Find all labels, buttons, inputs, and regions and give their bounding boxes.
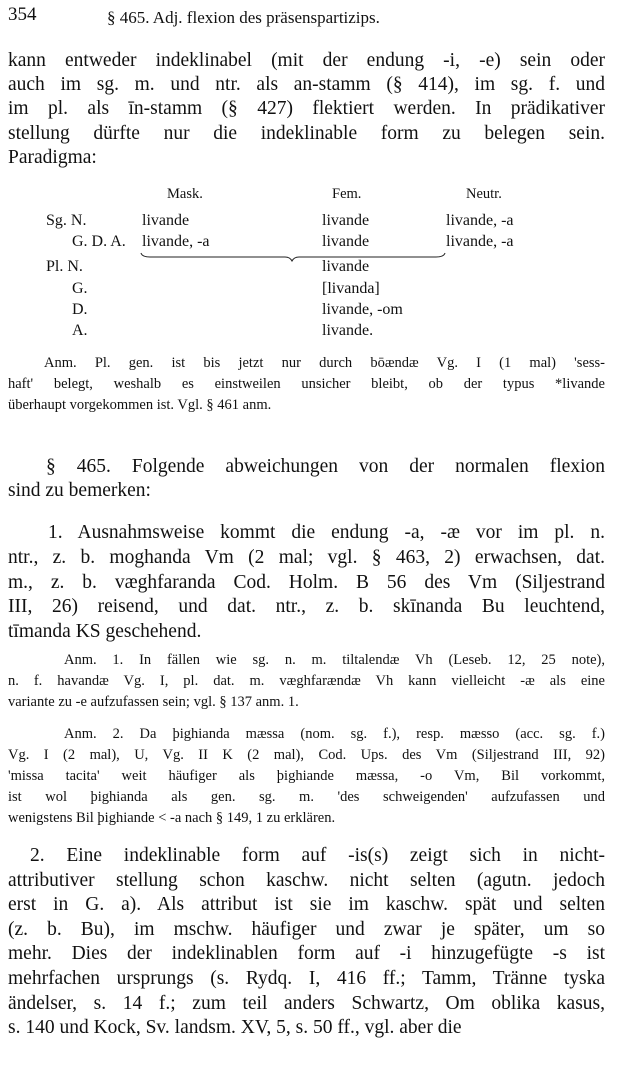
anm2-line: 'missa tacita' weit häufiger als þighiande mæssa, -o Vm, Bil vorkommt,: [8, 768, 605, 784]
item1-line: ntr., z. b. moghanda Vm (2 mal; vgl. § 463, 2) erwachsen, dat.: [8, 546, 605, 568]
anm-line: Anm. Pl. gen. ist bis jetzt nur durch bōændæ Vg. I (1 mal) 'sess-: [44, 355, 605, 371]
paradigm-fem: [livanda]: [322, 280, 380, 297]
item2-line: attributiver stellung schon kaschw. nicht selten (agutn. jedoch: [8, 869, 605, 891]
paradigm-label: Sg. N.: [46, 212, 87, 229]
item1-line: 1. Ausnahmsweise kommt die endung -a, -æ vor im pl. n.: [48, 522, 605, 543]
paradigm-label: A.: [72, 322, 88, 339]
item2-line: mehr. Dies der indeklinablen form auf -i hinzugefügte -s ist: [8, 943, 605, 965]
anm-line: haft' belegt, weshalb es einstweilen unsicher bleibt, ob der typus *livande: [8, 376, 605, 392]
brace: [140, 252, 446, 262]
anm1-line: Anm. 1. In fällen wie sg. n. m. tiltalendæ Vh (Leseb. 12, 25 note),: [64, 652, 605, 668]
paradigm-label: D.: [72, 301, 88, 318]
item2-line: (z. b. Bu), im mschw. häufiger und zwar je später, um so: [8, 918, 605, 940]
column-header: Neutr.: [466, 186, 502, 202]
page-number: 354: [8, 4, 37, 25]
running-title: § 465. Adj. flexion des präsenspartizips.: [107, 8, 380, 27]
anm-line: überhaupt vorgekommen ist. Vgl. § 461 anm.: [8, 397, 272, 413]
anm1-line: variante zu -e aufzufassen sein; vgl. § 137 anm. 1.: [8, 694, 299, 710]
paradigm-fem: livande: [322, 212, 370, 229]
paradigm-label: G.: [72, 280, 88, 297]
anm2-line: ist wol þighianda als gen. sg. m. 'des schweigenden' aufzufassen und: [8, 789, 605, 805]
item2-line: 2. Eine indeklinable form auf -is(s) zeigt sich in nicht-: [30, 845, 605, 866]
intro-line: stellung dürfte nur die indeklinable form zu belegen sein.: [8, 122, 605, 144]
item1-line: III, 26) reisend, und dat. ntr., z. b. skīnanda Bu leuchtend,: [8, 596, 605, 618]
item2-line: erst in G. a). Als attribut ist sie im kaschw. spät und selten: [8, 894, 605, 916]
intro-line: Paradigma:: [8, 146, 97, 168]
anm2-line: Anm. 2. Da þighianda mæssa (nom. sg. f.), resp. mæsso (acc. sg. f.): [64, 726, 605, 742]
column-header: Mask.: [167, 186, 203, 202]
intro-line: im pl. als īn-stamm (§ 427) flektiert werden. In prädikativer: [8, 98, 605, 120]
paradigm-fem: livande: [322, 258, 370, 275]
anm2-line: wenigstens Bil þighiande < -a nach § 149, 1 zu erklären.: [8, 810, 336, 826]
paradigm-fem: livande, -om: [322, 301, 403, 318]
item2-line: ändelser, s. 14 f.; zum teil anders Schwartz, Om oblika kasus,: [8, 992, 605, 1014]
paradigm-neutr: livande, -a: [446, 212, 514, 229]
section-line: sind zu bemerken:: [8, 480, 151, 501]
intro-line: auch im sg. m. und ntr. als an-stamm (§ 414), im sg. f. und: [8, 74, 605, 96]
item2-line: s. 140 und Kock, Sv. landsm. XV, 5, s. 50 ff., vgl. aber die: [8, 1017, 462, 1039]
item1-line: tīmanda KS geschehend.: [8, 621, 202, 643]
paradigm-mask: livande, -a: [142, 233, 210, 250]
paradigm-label: Pl. N.: [46, 258, 83, 275]
anm2-line: Vg. I (2 mal), U, Vg. II K (2 mal), Cod. Ups. des Vm (Siljestrand III, 92): [8, 747, 605, 763]
item2-line: mehrfachen ursprungs (s. Rydq. I, 416 ff.; Tamm, Tränne tyska: [8, 968, 605, 989]
paradigm-mask: livande: [142, 212, 190, 229]
intro-line: kann entweder indeklinabel (mit der endung -i, -e) sein oder: [8, 50, 605, 71]
item1-line: m., z. b. væghfaranda Cod. Holm. B 56 des Vm (Siljestrand: [8, 571, 605, 593]
paradigm-fem: livande.: [322, 322, 374, 339]
paradigm-neutr: livande, -a: [446, 233, 514, 250]
anm1-line: n. f. havandæ Vg. I, pl. dat. m. væghfarændæ Vh kann vielleicht -æ als eine: [8, 673, 605, 689]
paradigm-fem: livande: [322, 233, 370, 250]
column-header: Fem.: [332, 186, 362, 202]
paradigm-label: G. D. A.: [72, 233, 126, 250]
section-line: § 465. Folgende abweichungen von der normalen flexion: [46, 456, 605, 477]
